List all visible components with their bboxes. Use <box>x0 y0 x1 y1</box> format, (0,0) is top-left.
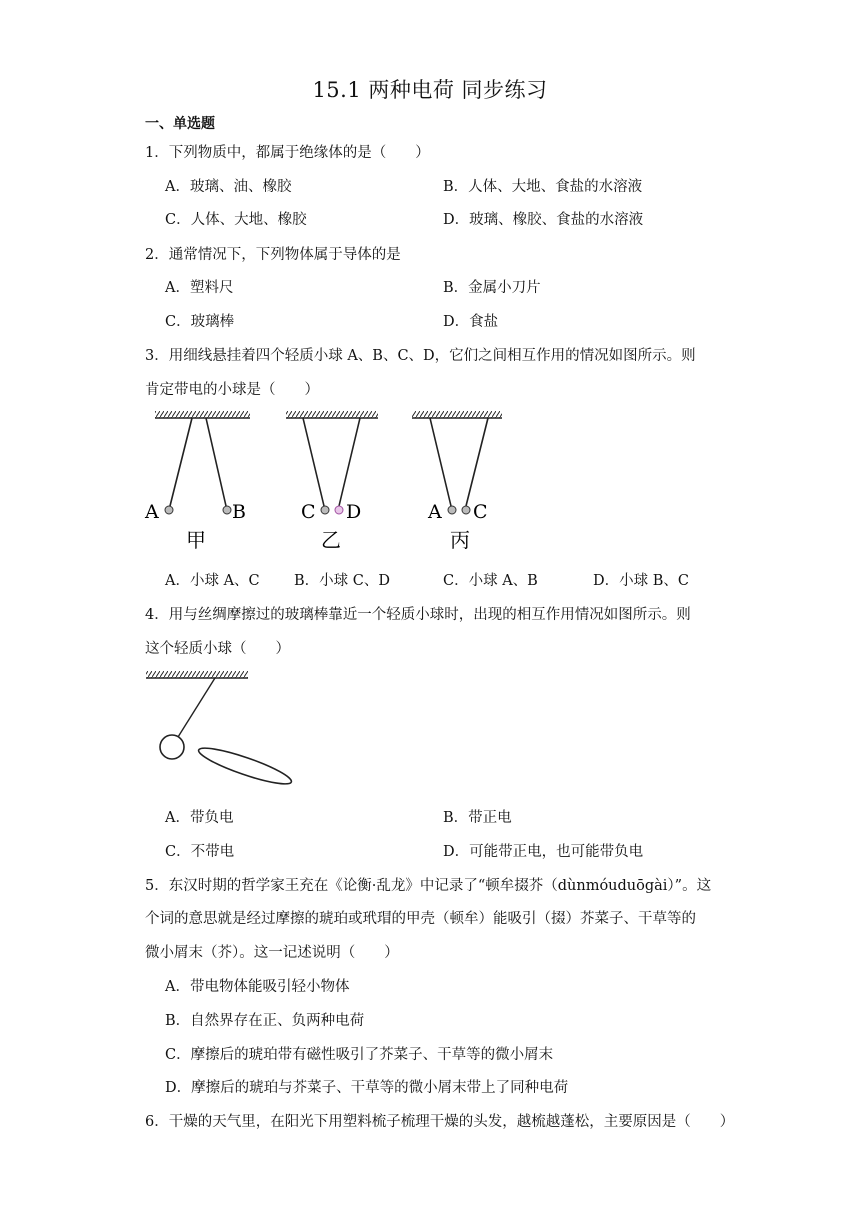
q5-stem-line2: 个词的意思就是经过摩擦的琥珀或玳瑁的甲壳（顿牟）能吸引（掇）芥菜子、干草等的 <box>145 911 696 927</box>
q5-option-b[interactable]: B．自然界存在正、负两种电荷 <box>165 1013 365 1029</box>
q3-stem-line1: 3．用细线悬挂着四个轻质小球 A、B、C、D，它们之间相互作用的情况如图所示。则 <box>145 348 696 364</box>
ball-a <box>448 506 456 514</box>
glass-rod <box>196 742 294 790</box>
q1-option-a[interactable]: A．玻璃、油、橡胶 <box>165 179 292 195</box>
q4-option-d[interactable]: D．可能带正电，也可能带负电 <box>443 844 644 860</box>
section-heading: 一、单选题 <box>145 116 215 132</box>
q5-option-d[interactable]: D．摩擦后的琥珀与芥菜子、干草等的微小屑末带上了同种电荷 <box>165 1080 569 1096</box>
q2-stem: 2．通常情况下，下列物体属于导体的是 <box>145 247 401 263</box>
caption-jia: 甲 <box>186 528 206 552</box>
light-ball <box>160 735 184 759</box>
q3-option-a[interactable]: A．小球 A、C <box>165 573 260 589</box>
q3-figure-pendulums <box>140 405 540 560</box>
q3-option-c[interactable]: C．小球 A、B <box>443 573 538 589</box>
q2-option-b[interactable]: B．金属小刀片 <box>443 280 541 296</box>
ball-d <box>335 506 343 514</box>
q3-option-d[interactable]: D．小球 B、C <box>593 573 689 589</box>
caption-bing: 丙 <box>450 528 470 552</box>
q2-option-a[interactable]: A．塑料尺 <box>165 280 234 296</box>
q4-option-b[interactable]: B．带正电 <box>443 810 512 826</box>
ceiling-support <box>155 411 250 418</box>
ball-b <box>223 506 231 514</box>
ceiling-support <box>286 411 378 418</box>
figure-jia <box>144 411 250 552</box>
page-title: 15.1 两种电荷 同步练习 <box>312 78 548 102</box>
q1-stem: 1．下列物质中，都属于绝缘体的是（ ） <box>145 145 430 161</box>
q2-option-c[interactable]: C．玻璃棒 <box>165 314 235 330</box>
label-a: A <box>145 501 159 523</box>
q4-option-c[interactable]: C．不带电 <box>165 844 235 860</box>
q4-figure-rod-and-ball <box>140 665 310 795</box>
label-c: C <box>301 501 316 523</box>
ceiling-support <box>146 671 248 678</box>
q5-stem-line1: 5．东汉时期的哲学家王充在《论衡·乱龙》中记录了“顿牟掇芥（dùnmóuduōgài）”。这 <box>145 878 712 894</box>
q4-option-a[interactable]: A．带负电 <box>165 810 234 826</box>
figure-yi <box>286 411 378 552</box>
ball-c <box>321 506 329 514</box>
q1-option-d[interactable]: D．玻璃、橡胶、食盐的水溶液 <box>443 212 644 228</box>
label-a: A <box>428 501 442 523</box>
label-d: D <box>346 501 362 523</box>
q3-stem-line2: 肯定带电的小球是（ ） <box>145 382 319 398</box>
q5-option-c[interactable]: C．摩擦后的琥珀带有磁性吸引了芥菜子、干草等的微小屑末 <box>165 1047 554 1063</box>
q5-stem-line3: 微小屑末（芥）。这一记述说明（ ） <box>145 945 399 961</box>
label-c: C <box>473 501 488 523</box>
q4-stem-line1: 4．用与丝绸摩擦过的玻璃棒靠近一个轻质小球时，出现的相互作用情况如图所示。则 <box>145 607 691 623</box>
q2-option-d[interactable]: D．食盐 <box>443 314 499 330</box>
figure-bing <box>412 411 502 552</box>
q6-stem: 6．干燥的天气里，在阳光下用塑料梳子梳理干燥的头发，越梳越蓬松，主要原因是（ ） <box>145 1114 735 1130</box>
caption-yi: 乙 <box>321 528 341 552</box>
ceiling-support <box>412 411 502 418</box>
label-b: B <box>232 501 246 523</box>
q1-option-c[interactable]: C．人体、大地、橡胶 <box>165 212 307 228</box>
q3-option-b[interactable]: B．小球 C、D <box>294 573 390 589</box>
q4-stem-line2: 这个轻质小球（ ） <box>145 641 290 657</box>
q5-option-a[interactable]: A．带电物体能吸引轻小物体 <box>165 979 350 995</box>
ball-c <box>462 506 470 514</box>
q1-option-b[interactable]: B．人体、大地、食盐的水溶液 <box>443 179 643 195</box>
ball-a <box>165 506 173 514</box>
